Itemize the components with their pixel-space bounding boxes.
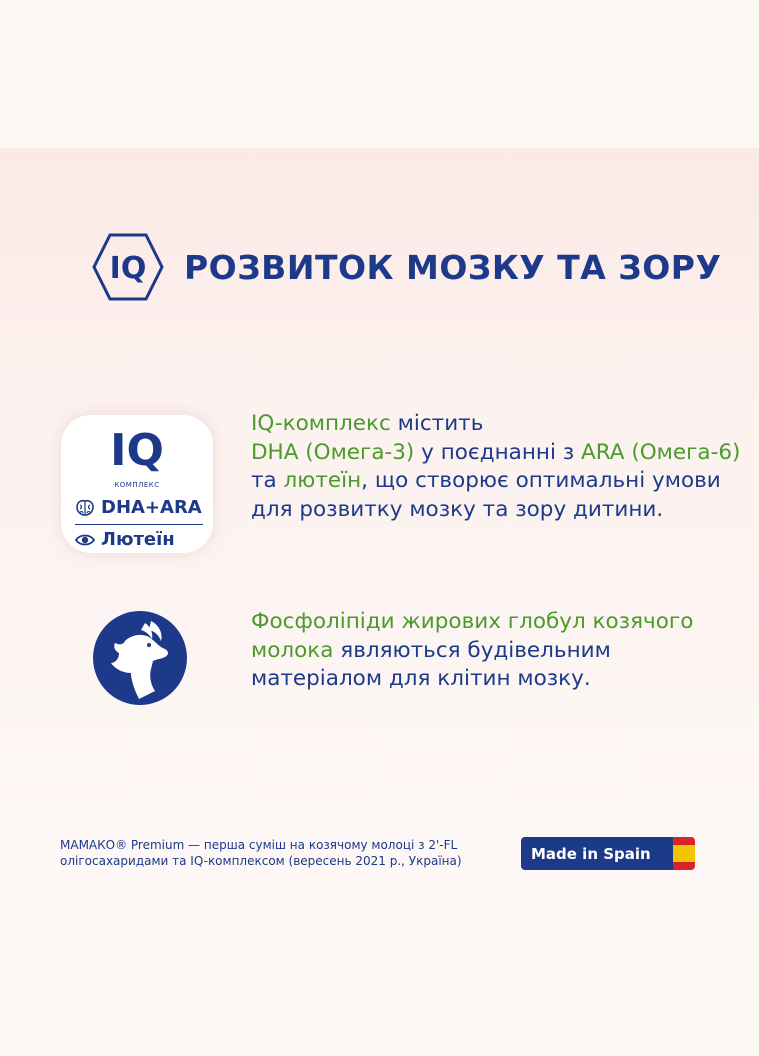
lutein-row [75,529,175,550]
text-green: лютеїн [283,468,362,493]
dha-ara-row [75,497,202,518]
made-in-spain-badge [521,837,695,870]
goat-icon [93,611,187,705]
text-blue: та [251,468,284,493]
text-blue: являються будівельним матеріалом для клітин мозку. [251,637,611,691]
text-green: Фосфоліпіди жирових глобул козячого молока [251,609,694,663]
eye-icon [75,531,95,549]
iq-complex-description [251,410,741,524]
dha-ara-label: DHA+ARA [101,497,202,518]
text-green: DHA (Омега-3) [251,439,415,465]
header [92,232,722,302]
spain-flag-icon [673,837,695,870]
text-blue: у поєднанні з [414,439,582,465]
iq-badge-subtitle: КОМПЛЕКС [114,481,160,489]
lutein-label: Лютеїн [101,529,175,550]
page-title: РОЗВИТОК МОЗКУ ТА ЗОРУ [184,247,722,287]
brain-icon [75,499,95,517]
text-green: ARA (Омега-6) [581,439,741,465]
hexagon-iq-logo-icon [92,232,164,302]
badge-divider [75,524,203,525]
made-in-spain-label: Made in Spain [521,837,673,870]
text-blue: містить [390,411,484,436]
iq-badge-title: IQ [110,425,164,476]
text-green: IQ-комплекс [251,411,391,436]
footnote: МАМАКО® Premium — перша суміш на козячому молоці з 2'-FL олігосахаридами та IQ-комплексом (вересень 2021 р., Україна) [60,838,462,868]
phospholipids-description [251,608,711,694]
logo-text: IQ [109,251,147,286]
text-blue: , що створює оптимальні умови для розвитку мозку та зору дитини. [251,468,721,522]
iq-complex-badge [61,415,213,553]
